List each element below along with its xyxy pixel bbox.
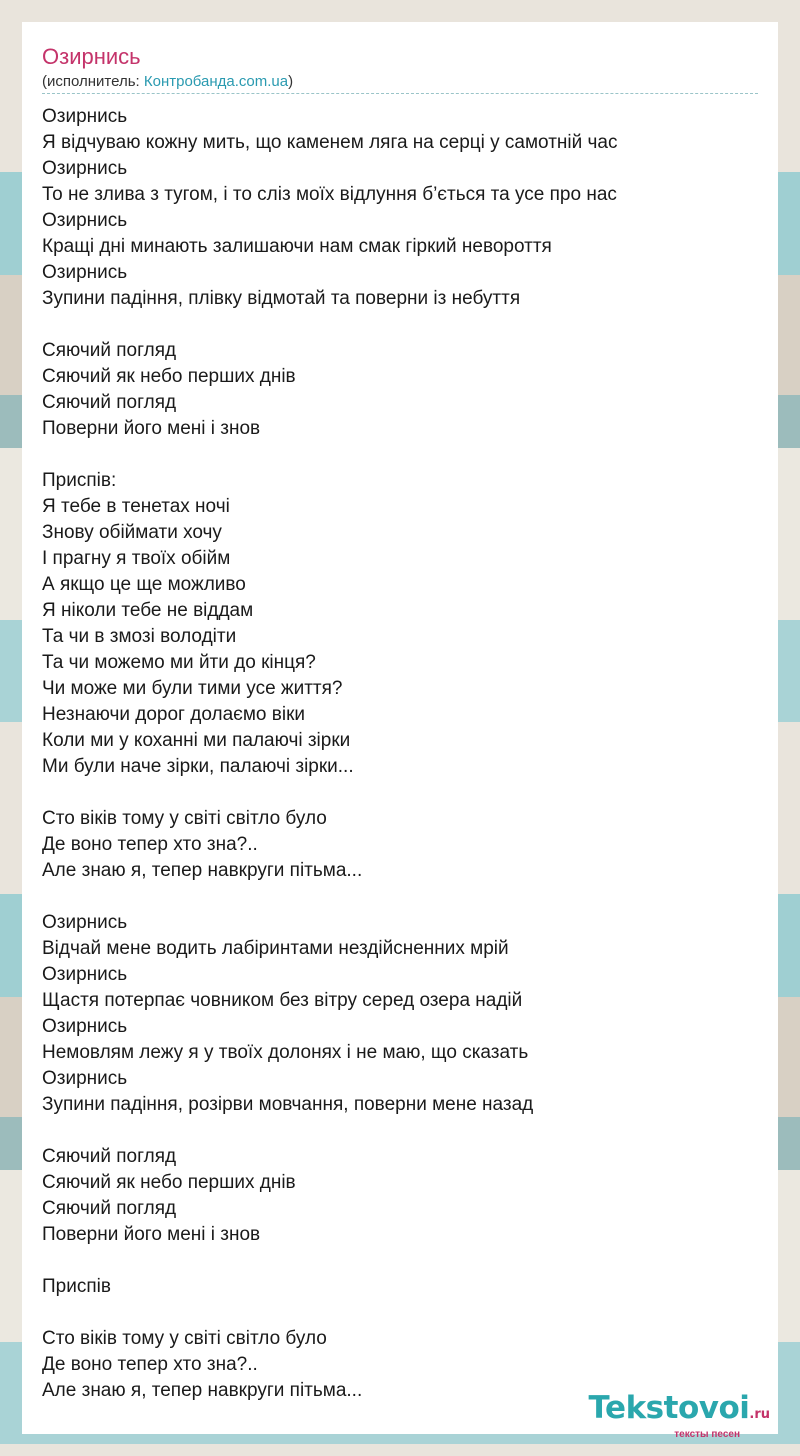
lyrics-line: Сяючий як небо перших днів	[42, 366, 296, 387]
lyrics-line: Але знаю я, тепер навкруги пітьма...	[42, 1380, 363, 1401]
lyrics-line: Сяючий погляд	[42, 1146, 177, 1167]
lyrics-line: Озирнись	[42, 912, 128, 933]
lyrics-line: Знову обіймати хочу	[42, 522, 222, 543]
lyrics-line: Озирнись	[42, 1068, 128, 1089]
lyrics-line: Приспів	[42, 1276, 111, 1297]
lyrics-line: Сяючий як небо перших днів	[42, 1172, 296, 1193]
song-title: Озирнись	[42, 44, 141, 69]
lyrics-line: Поверни його мені і знов	[42, 418, 261, 439]
logo-name: Tekstovoi	[588, 1390, 750, 1426]
lyrics-line: Відчай мене водить лабіринтами нездійсненних мрій	[42, 938, 509, 959]
lyrics-line: А якщо це ще можливо	[42, 574, 246, 595]
logo-wordmark	[589, 1392, 770, 1431]
lyrics-line: Я ніколи тебе не віддам	[42, 600, 254, 621]
lyrics-line: Сяючий погляд	[42, 340, 177, 361]
lyrics-line: Сто віків тому у світі світло було	[42, 808, 327, 829]
lyrics-line: Сяючий погляд	[42, 392, 177, 413]
lyrics-line: Але знаю я, тепер навкруги пітьма...	[42, 860, 363, 881]
lyrics-line: Ми були наче зірки, палаючі зірки...	[42, 756, 354, 777]
performer-prefix: (исполнитель:	[42, 73, 144, 90]
lyrics-line: То не злива з тугом, і то сліз моїх відлуння б’ється та усе про нас	[42, 184, 617, 205]
performer-suffix: )	[288, 73, 294, 90]
lyrics-blank-line	[42, 780, 758, 806]
lyrics-line: Коли ми у коханні ми палаючі зірки	[42, 730, 351, 751]
lyrics-line: Де воно тепер хто зна?..	[42, 1354, 258, 1375]
lyrics-line: Озирнись	[42, 210, 128, 231]
lyrics-line: Озирнись	[42, 262, 128, 283]
logo-tagline: тексты песен	[674, 1429, 740, 1440]
lyrics-blank-line	[42, 1300, 758, 1326]
lyrics-blank-line	[42, 1248, 758, 1274]
lyrics-line: Щастя потерпає човником без вітру серед озера надій	[42, 990, 523, 1011]
title-divider	[42, 93, 758, 94]
lyrics-line: Зупини падіння, плівку відмотай та поверни із небуття	[42, 288, 521, 309]
lyrics-line: Зупини падіння, розірви мовчання, поверни мене назад	[42, 1094, 534, 1115]
lyrics-line: Я тебе в тенетах ночі	[42, 496, 230, 517]
lyrics-line: І прагну я твоїх обійм	[42, 548, 231, 569]
performer-link[interactable]: Контробанда.com.ua	[143, 73, 289, 90]
lyrics-line: Приспів:	[42, 470, 117, 491]
lyrics-line: Я відчуваю кожну мить, що каменем ляга на серці у самотній час	[42, 132, 618, 153]
lyrics-line: Немовлям лежу я у твоїх долонях і не маю, що сказать	[42, 1042, 529, 1063]
lyrics-blank-line	[42, 312, 758, 338]
lyrics-line: Озирнись	[42, 158, 128, 179]
lyrics-line: Озирнись	[42, 964, 128, 985]
lyrics-text	[42, 104, 758, 1404]
lyrics-line: Поверни його мені і знов	[42, 1224, 261, 1245]
lyrics-line: Та чи можемо ми йти до кінця?	[42, 652, 316, 673]
lyrics-line: Озирнись	[42, 106, 128, 127]
lyrics-line: Сто віків тому у світі світло було	[42, 1328, 327, 1349]
lyrics-line: Сяючий погляд	[42, 1198, 177, 1219]
site-logo[interactable]	[589, 1392, 770, 1440]
lyrics-line: Де воно тепер хто зна?..	[42, 834, 258, 855]
lyrics-line: Чи може ми були тими усе життя?	[42, 678, 343, 699]
lyrics-blank-line	[42, 1118, 758, 1144]
lyrics-blank-line	[42, 884, 758, 910]
performer-line	[42, 73, 293, 90]
lyrics-card	[22, 22, 778, 1434]
lyrics-line: Та чи в змозі володіти	[42, 626, 237, 647]
logo-tld: .ru	[749, 1407, 770, 1422]
lyrics-line: Озирнись	[42, 1016, 128, 1037]
lyrics-line: Незнаючи дорог долаємо віки	[42, 704, 305, 725]
lyrics-blank-line	[42, 442, 758, 468]
lyrics-line: Кращі дні минають залишаючи нам смак гіркий невороття	[42, 236, 552, 257]
